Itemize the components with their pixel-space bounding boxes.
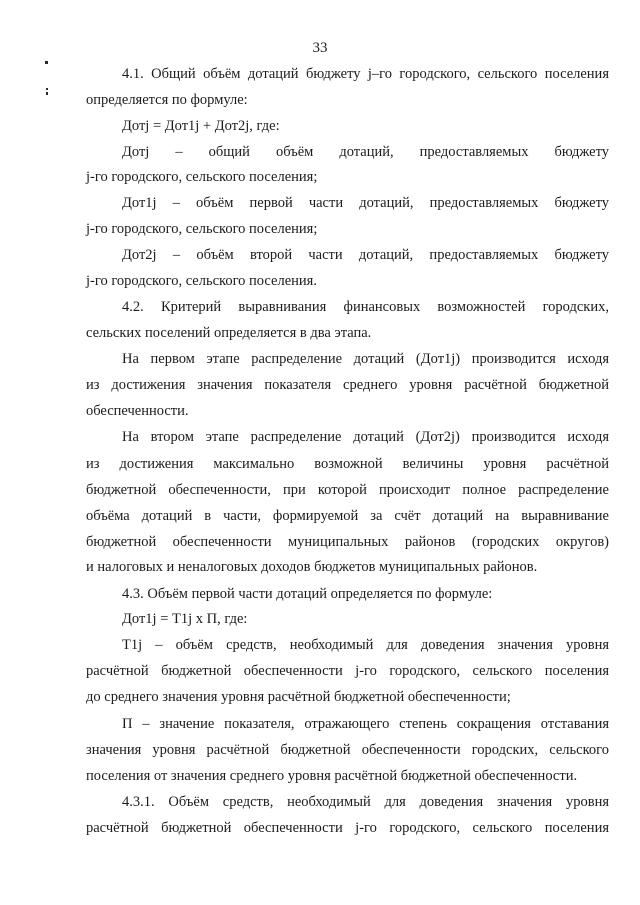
paragraph-4-2-line: 4.2. Критерий выравнивания финансовых возможностей городских, [122, 299, 609, 315]
definition-p: П – значение показателя, отражающего степень сокращения отставания [122, 716, 609, 732]
formula-dot-j: Дотj = Дот1j + Дот2j, где: [122, 118, 280, 134]
second-stage-paragraph-line: и налоговых и неналоговых доходов бюджетов муниципальных районов. [86, 559, 538, 575]
definition-p: значения уровня расчётной бюджетной обеспеченности городских, сельского [86, 742, 609, 758]
second-stage-paragraph-line: из достижения максимально возможной величины уровня расчётной [86, 456, 609, 472]
second-stage-paragraph-line: бюджетной обеспеченности муниципальных районов (городских округов) [86, 534, 609, 550]
definition-dot2-j: j-го городского, сельского поселения. [86, 273, 317, 289]
definition-p: поселения от значения среднего уровня расчётной бюджетной обеспеченности. [86, 768, 578, 784]
paragraph-4-3-1-line: 4.3.1. Объём средств, необходимый для доведения значения уровня [122, 794, 609, 810]
paragraph-4-1-line: определяется по формуле: [86, 92, 248, 108]
definition-t1-j: до среднего значения уровня расчётной бюджетной обеспеченности; [86, 689, 511, 705]
scan-speck [46, 92, 48, 95]
first-stage-paragraph-line: На первом этапе распределение дотаций (Дот1j) производится исходя [122, 351, 609, 367]
first-stage-paragraph-line: из достижения значения показателя среднего уровня расчётной бюджетной [86, 377, 609, 393]
definition-dot-j: Дотj – общий объём дотаций, предоставляемых бюджету [122, 144, 609, 160]
definition-t1-j: расчётной бюджетной обеспеченности j-го городского, сельского поселения [86, 663, 609, 679]
scan-speck [45, 61, 48, 64]
second-stage-paragraph-line: На втором этапе распределение дотаций (Дот2j) производится исходя [122, 429, 609, 445]
second-stage-paragraph-line: объёма дотаций в части, формируемой за счёт дотаций на выравнивание [86, 508, 609, 524]
definition-dot-j: j-го городского, сельского поселения; [86, 169, 318, 185]
definition-dot1-j: j-го городского, сельского поселения; [86, 221, 318, 237]
definition-dot1-j: Дот1j – объём первой части дотаций, предоставляемых бюджету [122, 195, 609, 211]
first-stage-paragraph-line: обеспеченности. [86, 403, 189, 419]
definition-t1-j: Т1j – объём средств, необходимый для доведения значения уровня [122, 637, 609, 653]
scan-speck [46, 88, 48, 90]
second-stage-paragraph-line: бюджетной обеспеченности, при которой происходит полное распределение [86, 482, 609, 498]
formula-dot1-j: Дот1j = Т1j х П, где: [122, 611, 248, 627]
page-number: 33 [312, 40, 328, 56]
paragraph-4-1-line: 4.1. Общий объём дотаций бюджету j–го городского, сельского поселения [122, 66, 609, 82]
definition-dot2-j: Дот2j – объём второй части дотаций, предоставляемых бюджету [122, 247, 609, 263]
paragraph-4-3-line: 4.3. Объём первой части дотаций определяется по формуле: [122, 586, 493, 602]
paragraph-4-2-line: сельских поселений определяется в два этапа. [86, 325, 372, 341]
paragraph-4-3-1-line: расчётной бюджетной обеспеченности j-го городского, сельского поселения [86, 820, 609, 836]
